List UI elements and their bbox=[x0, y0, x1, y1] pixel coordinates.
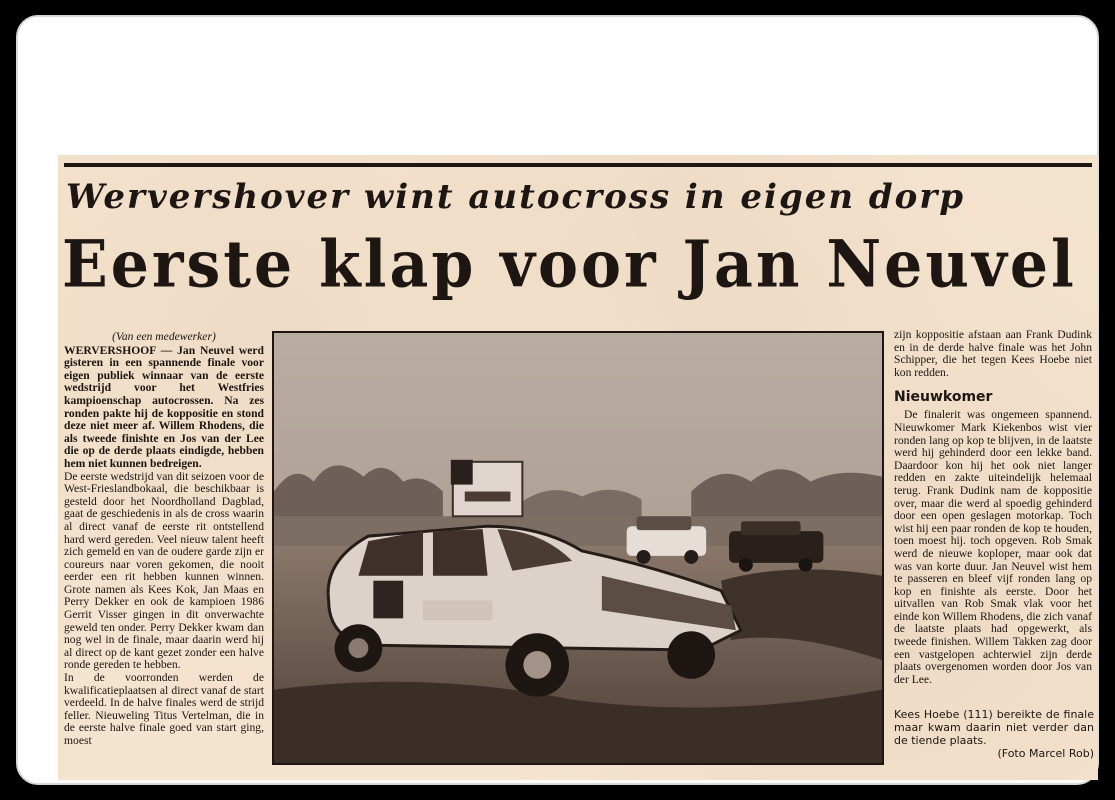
photo-caption bbox=[894, 708, 1094, 760]
newspaper-clipping bbox=[58, 155, 1098, 780]
top-rule bbox=[64, 163, 1092, 167]
kicker-headline: Wervershover wint autocross in eigen dorp bbox=[66, 177, 966, 217]
subheading: Nieuwkomer bbox=[894, 389, 993, 406]
body-paragraph-right-1: zijn koppositie afstaan aan Frank Dudink en in de derde halve finale was het John Schipper, die het tegen Kees Hoebe niet kon redden. bbox=[894, 328, 1092, 379]
race-photo bbox=[272, 331, 884, 765]
body-paragraph-1: De eerste wedstrijd van dit seizoen voor de West-Frieslandbokaal, die beschikbaar is gesteld door het Noordholland Dagblad, gaat de geschiedenis in als de cross waarin al direct vanaf de eerste rit ontstellend hard werd gereden. Veel nieuw talent heeft zich gemeld en van de oudere garde zijn er coureurs naar voren gekomen, die nooit eerder een rit hebben kunnen winnen. Grote namen als Kees Kok, Jan Maas en Perry Dekker en ook de kampioen 1986 Gerrit Visser gingen in dit onverwachte geweld ten onder. Perry Dekker kwam dan nog wel in de finale, maar daarin werd hij al direct op de kant gezet zonder een halve ronde gereden te hebben. bbox=[64, 469, 264, 672]
autocross-car-image bbox=[274, 333, 882, 763]
article-column-right bbox=[894, 329, 1092, 686]
caption-text: Kees Hoebe (111) bereikte de finale maar kwam daarin niet verder dan de tiende plaats. bbox=[894, 708, 1094, 747]
main-headline: Eerste klap voor Jan Neuvel bbox=[62, 227, 1077, 303]
body-paragraph-2: In de voorronden werden de kwalificatieplaatsen al direct vanaf de start verdeeld. In de halve finales werd de strijd feller. Nieuweling Titus Vertelman, die in de eerste halve finale goed van start ging, moest bbox=[64, 671, 264, 747]
photo-credit: (Foto Marcel Rob) bbox=[997, 747, 1094, 760]
article-column-left bbox=[64, 331, 264, 748]
body-paragraph-right-2: De finalerit was ongemeen spannend. Nieuwkomer Mark Kiekenbos wist vier ronden lang op kop te blijven, in de laatste werd hij gehinderd door een lekke band. Daardoor kon hij het ook niet langer redden en zakte uiteindelijk helemaal terug. Frank Dudink nam de koppositie over, maar die werd al spoedig gehinderd door een open geslagen motorkap. Toch wist hij een paar ronden de kop te houden, toen moest hij. toch opgeven. Rob Smak werd de nieuwe koploper, maar ook dat was van korte duur. Jan Neuvel wist hem te passeren en bleef vijf ronden lang op kop en finishte als eerste. Door het uitvallen van Rob Smak vlak voor het einde kon Willem Rhodens, die zich vanaf de laatste plaats had opgewerkt, als tweede finishen. Willem Takken zag door een vastgelopen achterwiel zijn derde plaats overgenomen worden door Jos van der Lee. bbox=[894, 408, 1092, 686]
lead-paragraph: WERVERSHOOF — Jan Neuvel werd gisteren in een spannende finale voor eigen publiek winnaar van de eerste wedstrijd voor het Westfries kampioenschap autocrossen. Na zes ronden pakte hij de koppositie en stond deze niet meer af. Willem Rhodens, die als tweede finishte en Jos van der Lee die op de derde plaats eindigde, hebben hem niet kunnen bedreigen. bbox=[64, 343, 264, 470]
byline: (Van een medewerker) bbox=[112, 330, 216, 343]
